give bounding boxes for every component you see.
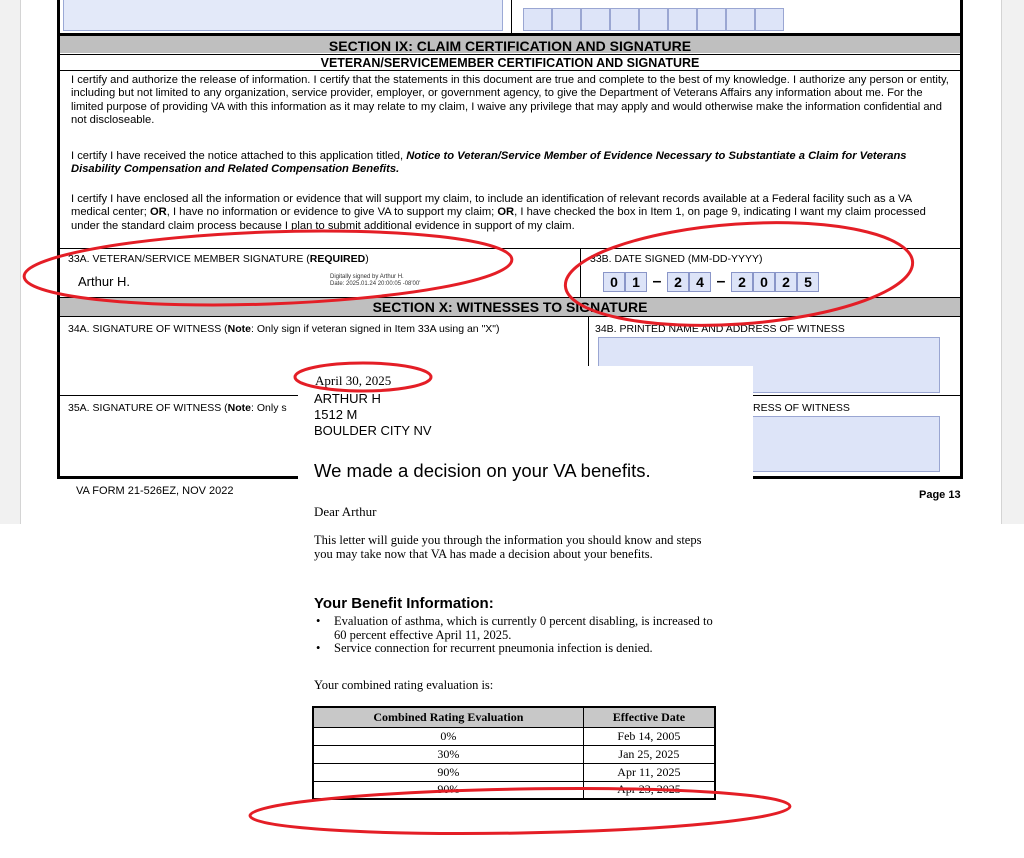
witness-34b-label: 34B. PRINTED NAME AND ADDRESS OF WITNESS: [595, 323, 845, 335]
form-footer-id: VA FORM 21-526EZ, NOV 2022: [76, 485, 234, 497]
benefit-bullets: [314, 615, 714, 656]
combined-rating-table: [312, 706, 716, 800]
column-header: Effective Date: [583, 707, 715, 727]
previous-digit-fields[interactable]: [523, 8, 784, 31]
certification-paragraph-2: I certify I have received the notice attached to this application titled, Notice to Veteran/Service Member of Evidence Necessary to Substantiate a Claim for Veterans Disability Compensation and Related Compensation Benefits.: [71, 150, 907, 176]
previous-field-box[interactable]: [63, 0, 503, 31]
form-page-number: Page 13: [919, 489, 961, 501]
veteran-signature[interactable]: Arthur H.: [78, 274, 131, 289]
date-signed-field[interactable]: 0 1 – 2 4 – 2 0 2 5: [603, 272, 819, 292]
table-row: 90% Apr 11, 2025: [313, 763, 715, 781]
benefit-info-heading: Your Benefit Information:: [314, 595, 494, 612]
witness-35a-label: 35A. SIGNATURE OF WITNESS (Note: Only s: [68, 402, 287, 414]
table-row: 30% Jan 25, 2025: [313, 745, 715, 763]
date-signed-label: 33B. DATE SIGNED (MM-DD-YYYY): [590, 253, 763, 265]
decision-letter-body: [298, 484, 753, 858]
signature-label: 33A. VETERAN/SERVICE MEMBER SIGNATURE (REQUIRED): [68, 253, 369, 265]
column-header: Combined Rating Evaluation: [313, 707, 583, 727]
signature-row: [60, 248, 960, 298]
letter-intro: This letter will guide you through the information you should know and steps you may take now that VA has made a decision about your benefits.: [314, 533, 702, 561]
top-divider: [511, 0, 512, 33]
witness-35b-label: RESS OF WITNESS: [753, 402, 850, 414]
section-ix-subheader: VETERAN/SERVICEMEMBER CERTIFICATION AND SIGNATURE: [60, 54, 960, 71]
table-row: 0% Feb 14, 2005: [313, 727, 715, 745]
list-item: • Evaluation of asthma, which is currently 0 percent disabling, is increased to 60 percent effective April 11, 2025.: [314, 615, 714, 642]
letter-headline: We made a decision on your VA benefits.: [314, 460, 651, 481]
witness-34a-label: 34A. SIGNATURE OF WITNESS (Note: Only sign if veteran signed in Item 33A using an "X"): [68, 323, 500, 335]
certification-paragraph-3: I certify I have enclosed all the information or evidence that will support my claim, to include an identification of relevant records available at a Federal facility such as a VA medical center; OR, I have no information or evidence to give VA to support my claim; OR, I have checked the box in Item 1, on page 9, indicating I want my claim processed under the standard claim process because I plan to submit additional evidence in support of my claim.: [71, 193, 926, 232]
digital-signature-stamp: Digitally signed by Arthur H. Date: 2025.01.24 20:00:05 -08'00': [330, 274, 421, 287]
letter-greeting: Dear Arthur: [314, 504, 377, 519]
section-ix-header: SECTION IX: CLAIM CERTIFICATION AND SIGNATURE: [60, 33, 960, 53]
letter-date: April 30, 2025: [315, 373, 392, 388]
combined-rating-intro: Your combined rating evaluation is:: [314, 678, 494, 692]
section-x-header: SECTION X: WITNESSES TO SIGNATURE: [60, 298, 960, 317]
certification-paragraph-1: I certify and authorize the release of information. I certify that the statements in this document are true and complete to the best of my knowledge. I authorize any person or entity, including but not limited to any organization, service provider, employer, or government agency, to give the Department of Veterans Affairs any information about me. For the limited purpose of providing VA with this information as it may relate to my claim, I waive any privilege that may apply and would otherwise make the information confidential and not discloseable.: [71, 74, 949, 127]
letter-address: ARTHUR H 1512 M BOULDER CITY NV: [314, 391, 432, 438]
list-item: • Service connection for recurrent pneumonia infection is denied.: [314, 642, 714, 656]
table-header-row: [313, 707, 715, 727]
table-row: 90% Apr 23, 2025: [313, 781, 715, 799]
